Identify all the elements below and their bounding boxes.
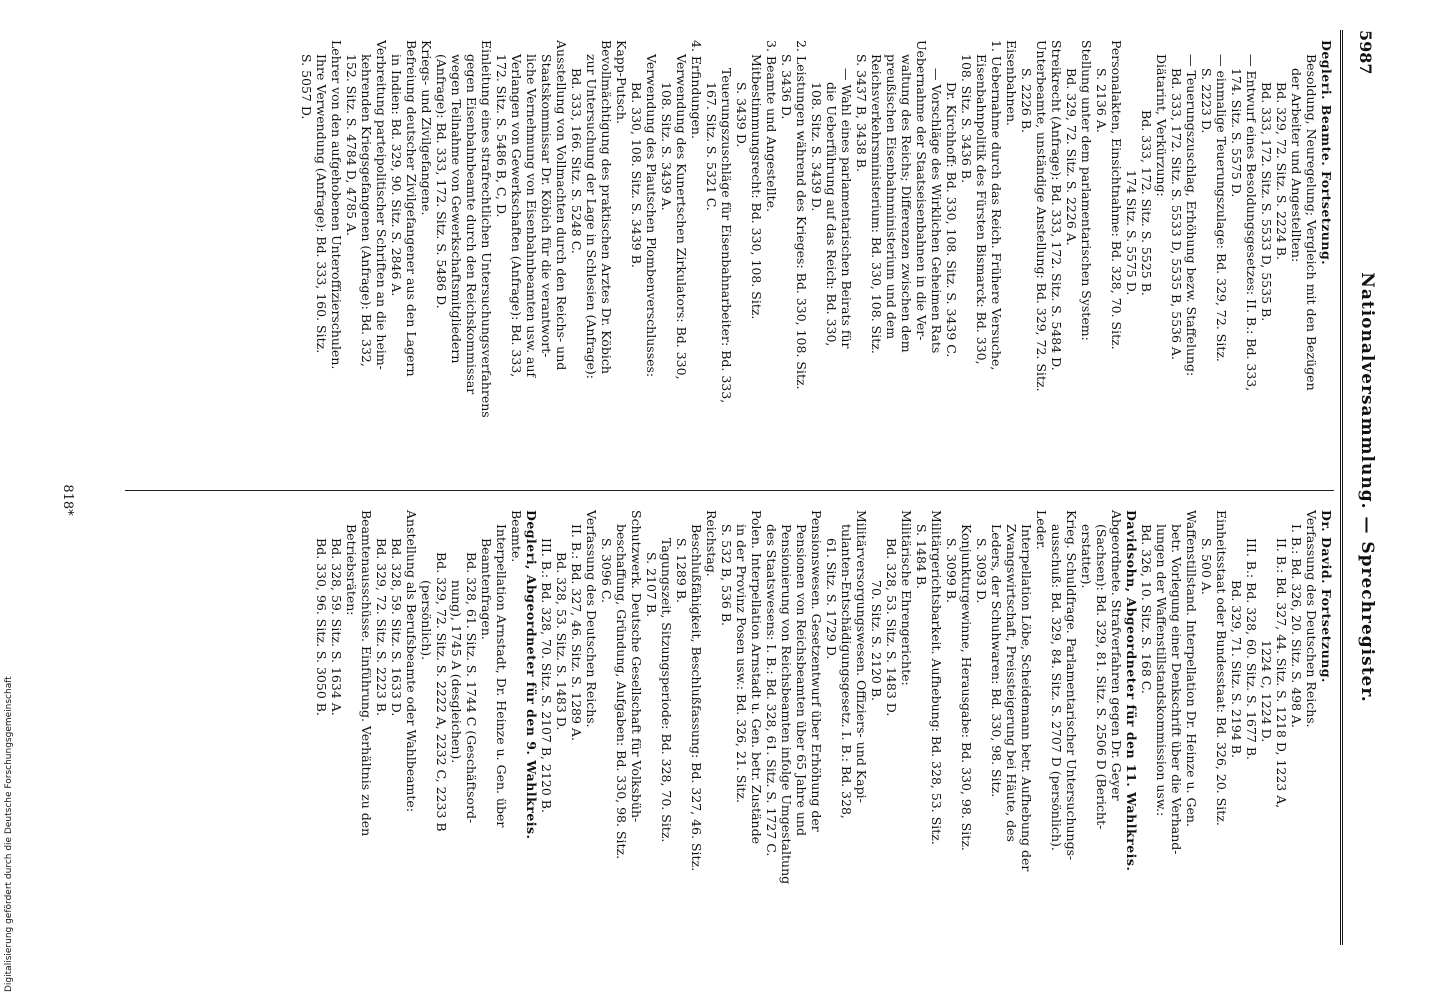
index-entry: Waffenstillstand. Interpellation Dr. Heinze u. Gen. xyxy=(1184,510,1199,827)
index-entry: Interpellation Arnstadt, Dr. Heinze u. Gen. über xyxy=(494,524,509,828)
column-left xyxy=(100,40,1334,470)
index-entry: beschaffung, Gründung, Aufgaben: Bd. 330, 98. Sitz. xyxy=(614,524,629,860)
index-entry: S. 2107 B. xyxy=(644,552,659,618)
index-entry: Eisenbahnen. xyxy=(1004,40,1019,126)
index-entry: (persönlich). xyxy=(419,580,434,661)
index-entry: gegen Eisenbahnbeamte durch den Reichskommissar xyxy=(464,54,479,395)
index-entry: 167. Sitz. S. 5321 C. xyxy=(704,82,719,211)
index-entry: Bd. 333, 172. Sitz. S. 5533 D, 5535 B. xyxy=(1259,82,1274,322)
index-entry: Bd. 330, 108. Sitz. S. 3439 B. xyxy=(629,82,644,268)
index-entry: der Arbeiter und Angestellten: xyxy=(1289,68,1304,263)
index-entry: Lehrer von den aufgehobenen Unteroffizierschulen. xyxy=(329,40,344,370)
index-entry: des Staatswesens: I. B.: Bd. 328, 61. Sitz. S. 1727 C. xyxy=(764,524,779,857)
index-entry: Bd. 326, 10. Sitz. S. 168 C. xyxy=(1139,524,1154,694)
index-entry: Eisenbahnpolitik des Fürsten Bismarck: Bd. 330, xyxy=(974,54,989,365)
index-entry: Kapp-Putsch. xyxy=(614,40,629,124)
index-entry: Dr. Kirchhoff: Bd. 330, 108. Sitz. S. 3439 C. xyxy=(944,82,959,358)
index-entry: Staatskommissar Dr. Köbich für die verantwort- xyxy=(539,54,554,358)
index-entry: S. 3439 D. xyxy=(734,82,749,148)
index-entry: Pensionswesen. Gesetzentwurf über Erhöhung der xyxy=(809,510,824,832)
index-entry: Militärische Ehrengerichte: xyxy=(899,510,914,686)
index-entry: Konjunkturgewinne, Herausgabe: Bd. 330, 98. Sitz. xyxy=(959,524,974,851)
index-entry: S. 3096 C. xyxy=(599,538,614,603)
index-entry: Verwendung des Plautschen Plombenverschlusses: xyxy=(644,54,659,378)
index-entry: Reichsverkehrsministerium: Bd. 330, 108. Sitz. xyxy=(869,54,884,354)
index-entry: S. 3093 D. xyxy=(974,538,989,604)
index-entry: 108. Sitz. S. 3439 A. xyxy=(659,82,674,211)
index-entry: S. 500 A. xyxy=(1199,538,1214,595)
index-entry: 70. Sitz. S. 2120 B. xyxy=(869,580,884,701)
index-entry: Bd. 333, 166. Sitz. S. 5248 C. xyxy=(569,68,584,254)
index-entry: Davidsohn, Abgeordneter für den 11. Wahlkreis. xyxy=(1124,510,1139,872)
page-number: 5987 xyxy=(1356,30,1375,75)
index-entry: Bd. 333, 172. Sitz. S. 5533 D, 5535 B, 5536 A. xyxy=(1169,68,1184,360)
index-entry: Beamtenfragen. xyxy=(479,538,494,640)
index-entry: Personalakten, Einsichtnahme: Bd. 328, 70. Sitz. xyxy=(1109,40,1124,350)
index-entry: (Sachsen): Bd. 329, 81. Sitz. S. 2506 D (Bericht- xyxy=(1094,524,1109,830)
index-entry: Militärversorgungswesen. Offiziers- und Kapi- xyxy=(854,510,869,803)
index-entry: Tagungszeit, Sitzungsperiode: Bd. 328, 70. Sitz. xyxy=(659,538,674,843)
index-entry: II. B.: Bd. 327, 46. Sitz. S. 1289 A. xyxy=(569,524,584,741)
index-entry: Stellung unter dem parlamentarischen System: xyxy=(1079,40,1094,341)
index-entry: Anstellung als Berufsbeamte oder Wahlbeamte: xyxy=(404,510,419,813)
index-entry: Befreiung deutscher Zivilgefangener aus den Lagern xyxy=(404,40,419,377)
index-entry: S. 3436 D. xyxy=(779,54,794,120)
index-entry: zur Untersuchung der Lage in Schlesien (Anfrage): xyxy=(584,54,599,379)
index-entry: I. B.: Bd. 326, 20. Sitz. S. 498 A. xyxy=(1289,524,1304,729)
index-entry: Uebernahme der Staatseisenbahnen in die Ver- xyxy=(914,40,929,341)
index-entry: — Vorschläge des Wirklichen Geheimen Rats xyxy=(929,68,944,354)
column-right xyxy=(100,510,1334,950)
index-entry: Beschlußfähigkeit, Beschlußfassung: Bd. 327, 46. Sitz. xyxy=(689,524,704,872)
index-entry: Leders, der Schuhwaren: Bd. 330, 98. Sitz. xyxy=(989,524,1004,798)
index-entry: Bd. 328, 59. Sitz. S. 1633 D. xyxy=(389,538,404,717)
index-entry: — einmalige Teuerungszulage: Bd. 329, 72. Sitz. xyxy=(1214,54,1229,362)
index-entry: kehrenden Kriegsgefangenen (Anfrage): Bd. 332, xyxy=(359,54,374,367)
index-entry: S. 1289 B. xyxy=(674,538,689,604)
index-entry: Verfassung des Deutschen Reichs. xyxy=(1304,510,1319,728)
index-entry: S. 3437 B, 3438 B. xyxy=(854,54,869,172)
index-entry: Bd. 328, 53. Sitz. S. 1483 D. xyxy=(884,538,899,717)
index-entry: III. B.: Bd. 328, 60. Sitz. S. 1677 B. xyxy=(1244,538,1259,761)
index-entry: 174 Sitz. S. 5575 D. xyxy=(1124,170,1139,296)
index-entry: II. B.: Bd. 327, 44. Sitz. S. 1218 D, 1223 A, xyxy=(1274,538,1289,809)
index-entry: waltung des Reichs; Differenzen zwischen dem xyxy=(899,54,914,353)
index-entry: 152. Sitz. S. 4784 D, 4785 A. xyxy=(344,54,359,237)
index-entry: Bevollmächtigung des praktischen Arztes Dr. Köbich xyxy=(599,40,614,374)
index-entry: Verlangen von Gewerkschaften (Anfrage): Bd. 333, xyxy=(509,54,524,378)
index-entry: Polen. Interpellation Arnstadt u. Gen. betr. Zustände xyxy=(749,510,764,844)
index-entry: nung), 1745 A (desgleichen). xyxy=(449,580,464,764)
index-entry: Zwangswirtschaft, Preissteigerung bei Häute, des xyxy=(1004,524,1019,842)
index-entry: Bd. 333, 172. Sitz. S. 5525 B. xyxy=(1139,110,1154,296)
index-entry: Diätarint, Verkürzung: xyxy=(1154,54,1169,197)
index-entry: Bd. 328, 59. Sitz. S. 1634 A. xyxy=(329,538,344,716)
index-entry: (Anfrage): Bd. 333, 172. Sitz. S. 5486 D. xyxy=(434,54,449,309)
index-entry: — Teuerungszuschlag, Erhöhung bezw. Staffelung: xyxy=(1184,54,1199,377)
index-entry: Bd. 328, 53. Sitz. S. 1483 D. xyxy=(554,552,569,731)
index-entry: Beamte. xyxy=(509,510,524,563)
index-entry: ausschuß: Bd. 329, 84. Sitz. S. 2707 D (persönlich). xyxy=(1049,524,1064,851)
index-entry: S. 2136 A. xyxy=(1094,68,1109,133)
index-entry: Teuerungszuschläge für Eisenbahnarbeiter: Bd. 333, xyxy=(719,68,734,404)
index-entry: S. 2226 B. xyxy=(1019,68,1034,134)
index-entry: Schutzwerk. Deutsche Gesellschaft für Volksbüh- xyxy=(629,510,644,823)
index-entry: Beamtenausschüsse. Einführung. Verhältnis zu den xyxy=(359,510,374,837)
index-entry: Dr. David. Fortsetzung. xyxy=(1319,510,1334,683)
index-entry: Leder. xyxy=(1034,510,1049,550)
index-entry: Bd. 330, 96. Sitz. S. 3050 B. xyxy=(314,538,329,716)
index-entry: wegen Teilnahme von Gewerkschaftsmitgliedern xyxy=(449,54,464,364)
index-entry: Betriebsräten: xyxy=(344,524,359,616)
index-entry: 61. Sitz. S. 1729 D. xyxy=(824,538,839,660)
index-entry: S. 1484 B. xyxy=(914,524,929,590)
index-entry: Pensionen von Reichsbeamten über 65 Jahre und xyxy=(794,524,809,836)
digitization-note: Digitalisierung gefördert durch die Deutsche Forschungsgemeinschaft xyxy=(4,676,14,992)
column-divider xyxy=(125,490,1334,491)
running-head: Nationalversammlung. — Sprechregister. xyxy=(1357,272,1377,703)
index-entry: 172. Sitz. S. 5486 B, C, D. xyxy=(494,54,509,218)
index-entry: in Indien: Bd. 329, 90. Sitz. S. 2846 A. xyxy=(389,54,404,297)
index-entry: S. 3099 B. xyxy=(944,538,959,604)
index-entry: Pensionierung von Reichsbeamten infolge Umgestaltung xyxy=(779,524,794,885)
index-entry: Streikrecht (Anfrage): Bd. 333, 172. Sitz. S. 5484 D. xyxy=(1049,40,1064,371)
index-entry: Bd. 329, 72. Sitz. S. 2226 A. xyxy=(1064,68,1079,246)
index-entry: 108. Sitz. S. 3439 D. xyxy=(809,82,824,212)
index-entry: — Entwurf eines Besoldungsgesetzes: II. B.: Bd. 333, xyxy=(1244,54,1259,392)
index-entry: 3. Beamte und Angestellte. xyxy=(764,40,779,212)
page-header xyxy=(1340,30,1379,945)
sheet-number: 818* xyxy=(60,484,75,516)
index-entry: Besoldung, Neuregelung; Vergleich mit den Bezügen xyxy=(1304,54,1319,391)
index-entry: 1224 C, 1224 D. xyxy=(1259,640,1274,743)
index-entry: Verbreitung parteipolitischer Schriften an die heim- xyxy=(374,40,389,370)
index-entry: Unterbeamte, unständige Anstellung: Bd. 329, 72. Sitz. xyxy=(1034,40,1049,392)
index-entry: 1. Uebernahme durch das Reich. Frühere Versuche, xyxy=(989,40,1004,371)
index-entry: Militärgerichtsbarkeit. Aufhebung: Bd. 328, 53. Sitz. xyxy=(929,510,944,845)
index-entry: S. 5057 D. xyxy=(299,54,314,120)
index-entry: Reichstag. xyxy=(704,510,719,577)
index-entry: Bd. 328, 61. Sitz. S. 1744 C (Geschäftsord- xyxy=(464,552,479,824)
index-entry: Bd. 329, 72. Sitz. S. 2223 B. xyxy=(374,538,389,716)
index-entry: Mitbestimmungsrecht: Bd. 330, 108. Sitz. xyxy=(749,54,764,320)
index-entry: Kriegs- und Zivilgefangene. xyxy=(419,40,434,216)
index-entry: Verwendung des Kunertschen Zirkulators: Bd. 330, xyxy=(674,54,689,380)
index-entry: Einheitsstaat oder Bundesstaat: Bd. 326, 20. Sitz. xyxy=(1214,510,1229,826)
index-entry: tulanten-Entschädigungsgesetz. I. B.: Bd. 328, xyxy=(839,524,854,819)
index-entry: liche Vernehmung von Eisenbahnbeamten usw. auf xyxy=(524,54,539,378)
index-entry: preußischen Eisenbahnministerium und dem xyxy=(884,54,899,340)
index-entry: erstatter). xyxy=(1079,524,1094,589)
index-entry: 4. Erfindungen. xyxy=(689,40,704,139)
index-entry: Einleitung eines strafrechtlichen Untersuchungsverfahrens xyxy=(479,40,494,418)
index-entry: lungen der Waffenstillstandskommission usw.: xyxy=(1154,524,1169,817)
index-entry: 2. Leistungen während des Krieges: Bd. 330, 108. Sitz. xyxy=(794,40,809,390)
index-entry: III. B.: Bd. 328, 70. Sitz. S. 2107 B, 2120 B. xyxy=(539,538,554,813)
index-entry: — Wahl eines parlamentarischen Beirats für xyxy=(839,68,854,349)
index-entry: die Ueberführung auf das Reich: Bd. 330, xyxy=(824,82,839,347)
index-entry: Ausstellung von Vollmachten durch den Reichs- und xyxy=(554,40,569,371)
index-entry: Bd. 329, 71. Sitz. S. 2194 B. xyxy=(1229,580,1244,758)
index-entry: Degleri, Abgeordneter für den 9. Wahlkreis. xyxy=(524,510,539,840)
index-entry: 174. Sitz. S. 5575 D. xyxy=(1229,68,1244,198)
index-entry: 108. Sitz. S. 3436 B. xyxy=(959,54,974,183)
index-entry: Interpellation Löbe, Scheidemann betr. Aufhebung der xyxy=(1019,524,1034,872)
index-entry: Degleri. Beamte. Fortsetzung. xyxy=(1319,40,1334,266)
index-entry: Bd. 329, 72. Sitz. S. 2222 A, 2232 C, 2233 B xyxy=(434,552,449,832)
index-entry: Verfassung des Deutschen Reichs. xyxy=(584,510,599,728)
index-entry: Abgeordnete. Strafverfahren gegen Dr. Geyer xyxy=(1109,510,1124,801)
index-entry: Krieg. Schuldfrage. Parlamentarischer Untersuchungs- xyxy=(1064,510,1079,861)
index-entry: Bd. 329, 72. Sitz. S. 2224 B. xyxy=(1274,82,1289,260)
index-entry: in der Provinz Posen usw.: Bd. 326, 21. Sitz. xyxy=(734,524,749,803)
index-entry: S. 532 B, 536 B. xyxy=(719,524,734,627)
index-entry: betr. Vorlegung einer Denkschrift über die Verhand- xyxy=(1169,524,1184,855)
index-entry: S. 2223 D. xyxy=(1199,68,1214,134)
index-entry: Ihre Verwendung (Anfrage): Bd. 333, 160. Sitz. xyxy=(314,54,329,354)
